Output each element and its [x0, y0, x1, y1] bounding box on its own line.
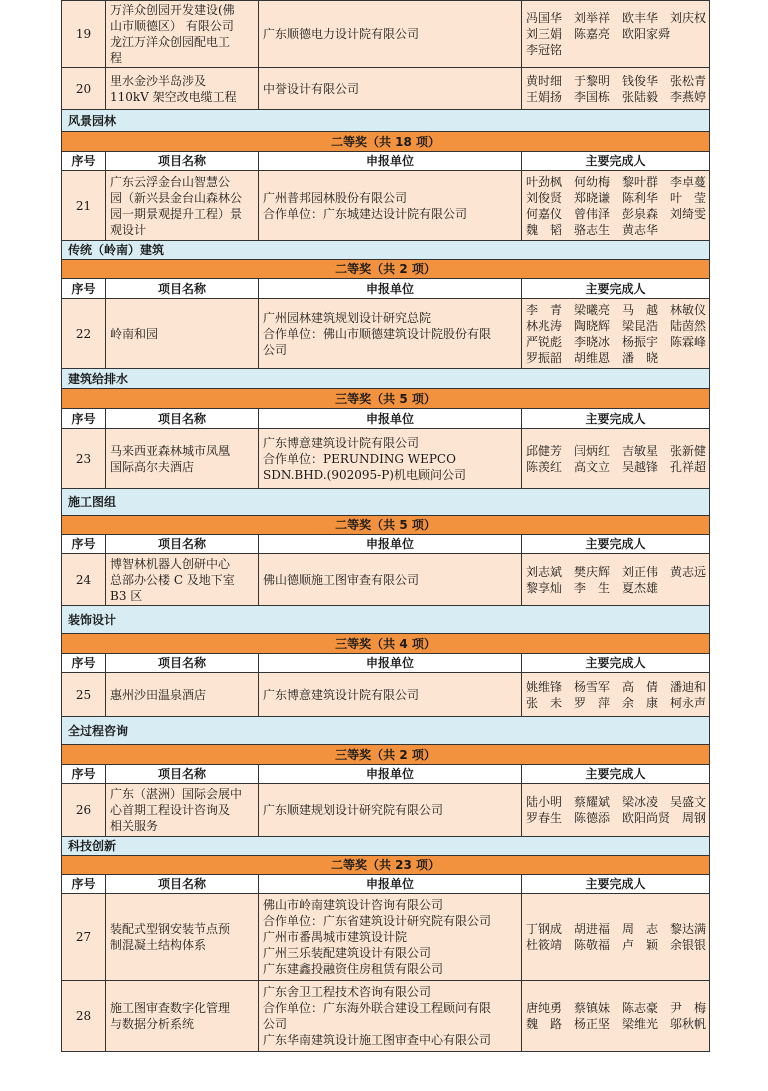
- main-contributors: [522, 784, 710, 837]
- header-project-name: 项目名称: [106, 152, 259, 171]
- project-name-line: 观设计: [110, 222, 147, 237]
- project-name: [106, 784, 259, 837]
- column-header-row: [62, 765, 710, 784]
- declaring-unit-line: 合作单位：PERUNDING WEPCO: [263, 451, 456, 466]
- contributors-line: 黄时细 于黎明 钱俊华 张松青: [526, 73, 707, 88]
- table-row: [62, 299, 710, 369]
- contributors-line: 王娟扬 李国栋 张陆毅 李燕婷: [526, 89, 707, 104]
- declaring-unit: [259, 894, 522, 981]
- project-name-line: 马来西亚森林城市凤凰: [110, 443, 231, 458]
- table-row: [62, 784, 710, 837]
- column-header-row: [62, 875, 710, 894]
- header-people: 主要完成人: [522, 765, 710, 784]
- header-project-name: 项目名称: [106, 875, 259, 894]
- project-name-line: 国际高尔夫酒店: [110, 459, 195, 474]
- column-header-row: [62, 654, 710, 673]
- declaring-unit-line: 合作单位：广东省建筑设计研究院有限公司: [263, 914, 492, 928]
- award-level-title: 二等奖（共 18 项）: [62, 132, 710, 152]
- declaring-unit-line: 广州园林建筑规划设计研究总院: [263, 310, 432, 325]
- table-row: [62, 554, 710, 606]
- entry-number: 23: [62, 429, 106, 489]
- category-title: 建筑给排水: [62, 369, 710, 389]
- declaring-unit-line: 中誉设计有限公司: [263, 81, 360, 96]
- contributors-line: 姚维锋 杨雪军 高 倩 潘迪和: [526, 679, 707, 694]
- category-row: [62, 837, 710, 856]
- header-people: 主要完成人: [522, 409, 710, 429]
- header-people: 主要完成人: [522, 535, 710, 554]
- contributors-line: 魏 韬 骆志生 黄志华: [526, 222, 659, 237]
- award-level-row: [62, 516, 710, 535]
- declaring-unit: [259, 981, 522, 1052]
- header-seq: 序号: [62, 279, 106, 299]
- award-level-row: [62, 132, 710, 152]
- category-row: [62, 369, 710, 389]
- awards-table: [61, 0, 710, 1052]
- declaring-unit-line: 广东顺德电力设计院有限公司: [263, 27, 420, 41]
- contributors-line: 罗春生 陈德添 欧阳尚贤 周钢: [526, 811, 707, 825]
- header-people: 主要完成人: [522, 875, 710, 894]
- award-level-row: [62, 260, 710, 279]
- declaring-unit-line: 广州市番禺城市建筑设计院: [263, 930, 408, 944]
- header-unit: 申报单位: [259, 152, 522, 171]
- entry-number: 21: [62, 171, 106, 241]
- declaring-unit-line: 公司: [263, 1017, 288, 1031]
- table-row: [62, 1, 710, 68]
- contributors-line: 严锐彪 李晓冰 杨振宇 陈霖峰: [526, 334, 707, 349]
- award-level-title: 二等奖（共 5 项）: [62, 516, 710, 535]
- contributors-line: 刘俊贤 郑晓谦 陈利华 叶 莹: [526, 190, 707, 205]
- award-level-title: 二等奖（共 23 项）: [62, 856, 710, 875]
- project-name-line: 园一期景观提升工程）景: [110, 206, 243, 221]
- declaring-unit: [259, 171, 522, 241]
- project-name-line: 110kV 架空改电缆工程: [110, 89, 237, 104]
- project-name-line: 相关服务: [110, 819, 159, 833]
- award-level-row: [62, 634, 710, 654]
- header-unit: 申报单位: [259, 875, 522, 894]
- declaring-unit: [259, 1, 522, 68]
- declaring-unit: [259, 554, 522, 606]
- main-contributors: [522, 673, 710, 717]
- declaring-unit-line: 公司: [263, 342, 288, 357]
- table-row: [62, 68, 710, 110]
- project-name: [106, 171, 259, 241]
- header-unit: 申报单位: [259, 409, 522, 429]
- header-seq: 序号: [62, 535, 106, 554]
- main-contributors: [522, 554, 710, 606]
- project-name-line: 施工图审查数字化管理: [110, 1001, 231, 1015]
- project-name-line: 装配式型钢安装节点预: [110, 922, 231, 936]
- column-header-row: [62, 535, 710, 554]
- project-name-line: 广东（湛洲）国际会展中: [110, 787, 243, 801]
- declaring-unit: [259, 673, 522, 717]
- declaring-unit-line: 广东博意建筑设计院有限公司: [263, 435, 420, 450]
- header-project-name: 项目名称: [106, 535, 259, 554]
- declaring-unit-line: 佛山德顺施工图审查有限公司: [263, 572, 420, 587]
- header-seq: 序号: [62, 765, 106, 784]
- main-contributors: [522, 894, 710, 981]
- project-name: [106, 554, 259, 606]
- header-unit: 申报单位: [259, 535, 522, 554]
- header-project-name: 项目名称: [106, 279, 259, 299]
- project-name-line: 里水金沙半岛涉及: [110, 73, 207, 88]
- category-title: 全过程咨询: [62, 717, 710, 745]
- contributors-line: 何嘉仪 曾伟泽 彭泉森 刘绮雯: [526, 206, 707, 221]
- project-name-line: 总部办公楼 C 及地下室: [110, 572, 235, 587]
- project-name: [106, 673, 259, 717]
- declaring-unit-line: 合作单位：广东海外联合建设工程顾问有限: [263, 1001, 492, 1015]
- contributors-line: 丁钢成 胡进福 周 志 黎达满: [526, 922, 707, 936]
- column-header-row: [62, 279, 710, 299]
- contributors-line: 黎享灿 李 生 夏杰雄: [526, 580, 659, 595]
- table-row: [62, 981, 710, 1052]
- declaring-unit-line: 广东博意建筑设计院有限公司: [263, 687, 420, 702]
- project-name: [106, 429, 259, 489]
- award-level-row: [62, 856, 710, 875]
- contributors-line: 林兆涛 陶晓辉 梁昆浩 陆茵然: [526, 318, 707, 333]
- project-name: [106, 68, 259, 110]
- contributors-line: 陈羡红 高文立 吴越锋 孔祥超: [526, 459, 707, 474]
- project-name-line: 山市顺德区） 有限公司: [110, 19, 234, 33]
- contributors-line: 李冠铭: [526, 43, 563, 57]
- entry-number: 26: [62, 784, 106, 837]
- entry-number: 25: [62, 673, 106, 717]
- header-project-name: 项目名称: [106, 765, 259, 784]
- table-row: [62, 673, 710, 717]
- main-contributors: [522, 429, 710, 489]
- category-row: [62, 606, 710, 634]
- declaring-unit-line: SDN.BHD.(902095-P)机电顾问公司: [263, 467, 466, 482]
- header-people: 主要完成人: [522, 152, 710, 171]
- entry-number: 19: [62, 1, 106, 68]
- main-contributors: [522, 299, 710, 369]
- category-row: [62, 717, 710, 745]
- award-level-row: [62, 389, 710, 409]
- header-people: 主要完成人: [522, 279, 710, 299]
- contributors-line: 李 青 梁曦亮 马 越 林敏仪: [526, 302, 707, 317]
- declaring-unit-line: 广州普邦园林股份有限公司: [263, 190, 408, 205]
- project-name-line: 园（新兴县金台山森林公: [110, 190, 243, 205]
- awards-table-body: [62, 1, 710, 1052]
- table-row: [62, 894, 710, 981]
- award-level-title: 三等奖（共 2 项）: [62, 745, 710, 765]
- contributors-line: 唐纯勇 蔡镇妹 陈志豪 尹 梅: [526, 1001, 707, 1015]
- project-name-line: 广东云浮金台山智慧公: [110, 174, 231, 189]
- award-level-row: [62, 745, 710, 765]
- declaring-unit-line: 广东顺建规划设计研究院有限公司: [263, 803, 444, 817]
- header-seq: 序号: [62, 409, 106, 429]
- category-title: 传统（岭南）建筑: [62, 241, 710, 260]
- category-title: 施工图组: [62, 489, 710, 516]
- column-header-row: [62, 409, 710, 429]
- header-people: 主要完成人: [522, 654, 710, 673]
- project-name-line: 博智林机器人创研中心: [110, 556, 231, 571]
- contributors-line: 叶劲枫 何幼梅 黎叶群 李卓蔓: [526, 174, 707, 189]
- table-row: [62, 171, 710, 241]
- category-row: [62, 489, 710, 516]
- contributors-line: 冯国华 刘举祥 欧丰华 刘庆权: [526, 11, 707, 25]
- category-row: [62, 110, 710, 132]
- declaring-unit: [259, 299, 522, 369]
- declaring-unit-line: 广州三乐装配建筑设计有限公司: [263, 946, 432, 960]
- project-name: [106, 299, 259, 369]
- header-seq: 序号: [62, 152, 106, 171]
- declaring-unit-line: 广东建鑫投融资住房租赁有限公司: [263, 962, 444, 976]
- project-name-line: 制混凝土结构体系: [110, 938, 207, 952]
- declaring-unit: [259, 429, 522, 489]
- contributors-line: 张 未 罗 萍 余 康 柯永声: [526, 695, 707, 710]
- entry-number: 22: [62, 299, 106, 369]
- project-name: [106, 894, 259, 981]
- project-name-line: 龙江万洋众创园配电工: [110, 35, 231, 49]
- project-name-line: B3 区: [110, 588, 143, 603]
- category-title: 装饰设计: [62, 606, 710, 634]
- contributors-line: 刘三娟 陈嘉亮 欧阳家舜: [526, 27, 671, 41]
- project-name-line: 与数据分析系统: [110, 1017, 195, 1031]
- award-level-title: 三等奖（共 4 项）: [62, 634, 710, 654]
- entry-number: 20: [62, 68, 106, 110]
- entry-number: 28: [62, 981, 106, 1052]
- project-name-line: 惠州沙田温泉酒店: [110, 687, 207, 702]
- header-unit: 申报单位: [259, 765, 522, 784]
- contributors-line: 邱健芳 闫炳红 吉敏星 张新健: [526, 443, 707, 458]
- header-seq: 序号: [62, 654, 106, 673]
- declaring-unit: [259, 68, 522, 110]
- project-name-line: 岭南和园: [110, 326, 159, 341]
- contributors-line: 杜筱靖 陈敬福 卢 颖 余银银: [526, 938, 707, 952]
- table-row: [62, 429, 710, 489]
- project-name-line: 万洋众创园开发建设(佛: [110, 3, 235, 17]
- main-contributors: [522, 68, 710, 110]
- project-name-line: 程: [110, 51, 123, 65]
- contributors-line: 魏 路 杨正坚 梁维光 邬秋帆: [526, 1017, 707, 1031]
- header-unit: 申报单位: [259, 279, 522, 299]
- declaring-unit-line: 广东舍卫工程技术咨询有限公司: [263, 985, 432, 999]
- declaring-unit-line: 佛山市岭南建筑设计咨询有限公司: [263, 898, 444, 912]
- header-project-name: 项目名称: [106, 654, 259, 673]
- declaring-unit-line: 合作单位：佛山市顺德建筑设计院股份有限: [263, 326, 492, 341]
- project-name-line: 心首期工程设计咨询及: [110, 803, 231, 817]
- header-seq: 序号: [62, 875, 106, 894]
- main-contributors: [522, 171, 710, 241]
- column-header-row: [62, 152, 710, 171]
- contributors-line: 刘志斌 樊庆辉 刘正伟 黄志远: [526, 564, 707, 579]
- header-unit: 申报单位: [259, 654, 522, 673]
- main-contributors: [522, 981, 710, 1052]
- project-name: [106, 1, 259, 68]
- awards-sheet: [61, 0, 709, 1052]
- project-name: [106, 981, 259, 1052]
- declaring-unit-line: 合作单位：广东城建达设计院有限公司: [263, 206, 468, 221]
- entry-number: 24: [62, 554, 106, 606]
- entry-number: 27: [62, 894, 106, 981]
- declaring-unit-line: 广东华南建筑设计施工图审查中心有限公司: [263, 1033, 492, 1047]
- award-level-title: 二等奖（共 2 项）: [62, 260, 710, 279]
- declaring-unit: [259, 784, 522, 837]
- category-row: [62, 241, 710, 260]
- category-title: 风景园林: [62, 110, 710, 132]
- contributors-line: 罗振韶 胡维恩 潘 晓: [526, 350, 659, 365]
- contributors-line: 陆小明 蔡耀斌 梁冰凌 吴盛文: [526, 795, 707, 809]
- category-title: 科技创新: [62, 837, 710, 856]
- award-level-title: 三等奖（共 5 项）: [62, 389, 710, 409]
- main-contributors: [522, 1, 710, 68]
- header-project-name: 项目名称: [106, 409, 259, 429]
